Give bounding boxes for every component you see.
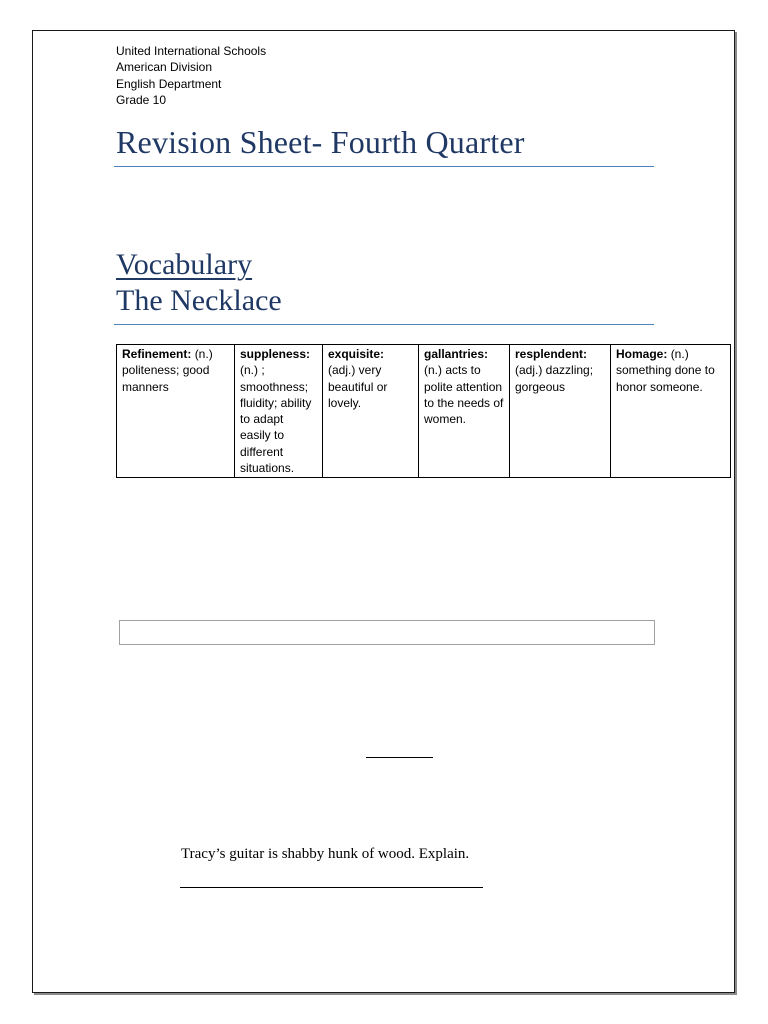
title-rule (114, 166, 654, 167)
vocab-definition: (adj.) very beautiful or lovely. (328, 363, 388, 410)
vocab-cell: resplendent: (adj.) dazzling; gorgeous (510, 345, 611, 478)
answer-line (180, 887, 483, 888)
vocab-cell: Refinement: (n.) politeness; good manners (117, 345, 235, 478)
header-department: English Department (116, 76, 222, 91)
header-school-name: United International Schools (116, 44, 267, 58)
table-row (117, 345, 731, 478)
section-rule (114, 324, 654, 325)
vocab-cell: exquisite: (adj.) very beautiful or lovely. (323, 345, 419, 478)
question-text: Tracy’s guitar is shabby hunk of wood. Explain. (181, 846, 470, 862)
vocab-word: resplendent (515, 347, 584, 361)
vocabulary-table (116, 344, 731, 478)
vocab-word: Refinement (122, 347, 188, 361)
vocab-word: exquisite (328, 347, 381, 361)
vocabulary-heading: Vocabulary (116, 248, 253, 281)
blank-line (366, 757, 433, 758)
vocab-word: gallantries (424, 347, 485, 361)
vocab-word: Homage (616, 347, 664, 361)
story-title: The Necklace (116, 284, 282, 317)
vocab-word: suppleness (240, 347, 307, 361)
vocab-definition: (n.) politeness; good manners (122, 347, 213, 394)
school-header (116, 43, 266, 108)
vocab-definition: (n.) acts to polite attention to the needs of women. (424, 363, 504, 427)
empty-text-box (119, 620, 655, 645)
page-title: Revision Sheet- Fourth Quarter (116, 124, 525, 160)
vocab-cell: Homage: (n.) something done to honor someone. (611, 345, 731, 478)
header-division: American Division (116, 60, 213, 75)
vocab-cell: suppleness: (n.) ; smoothness; fluidity; ability to adapt easily to different situations. (235, 345, 323, 478)
header-grade: Grade 10 (116, 92, 167, 107)
vocab-definition: (adj.) dazzling; gorgeous (515, 363, 594, 394)
vocab-definition: (n.) ; smoothness; fluidity; ability to adapt easily to different situations. (240, 363, 312, 476)
vocab-cell: gallantries: (n.) acts to polite attention to the needs of women. (419, 345, 510, 478)
vocab-definition: (n.) something done to honor someone. (616, 347, 715, 394)
